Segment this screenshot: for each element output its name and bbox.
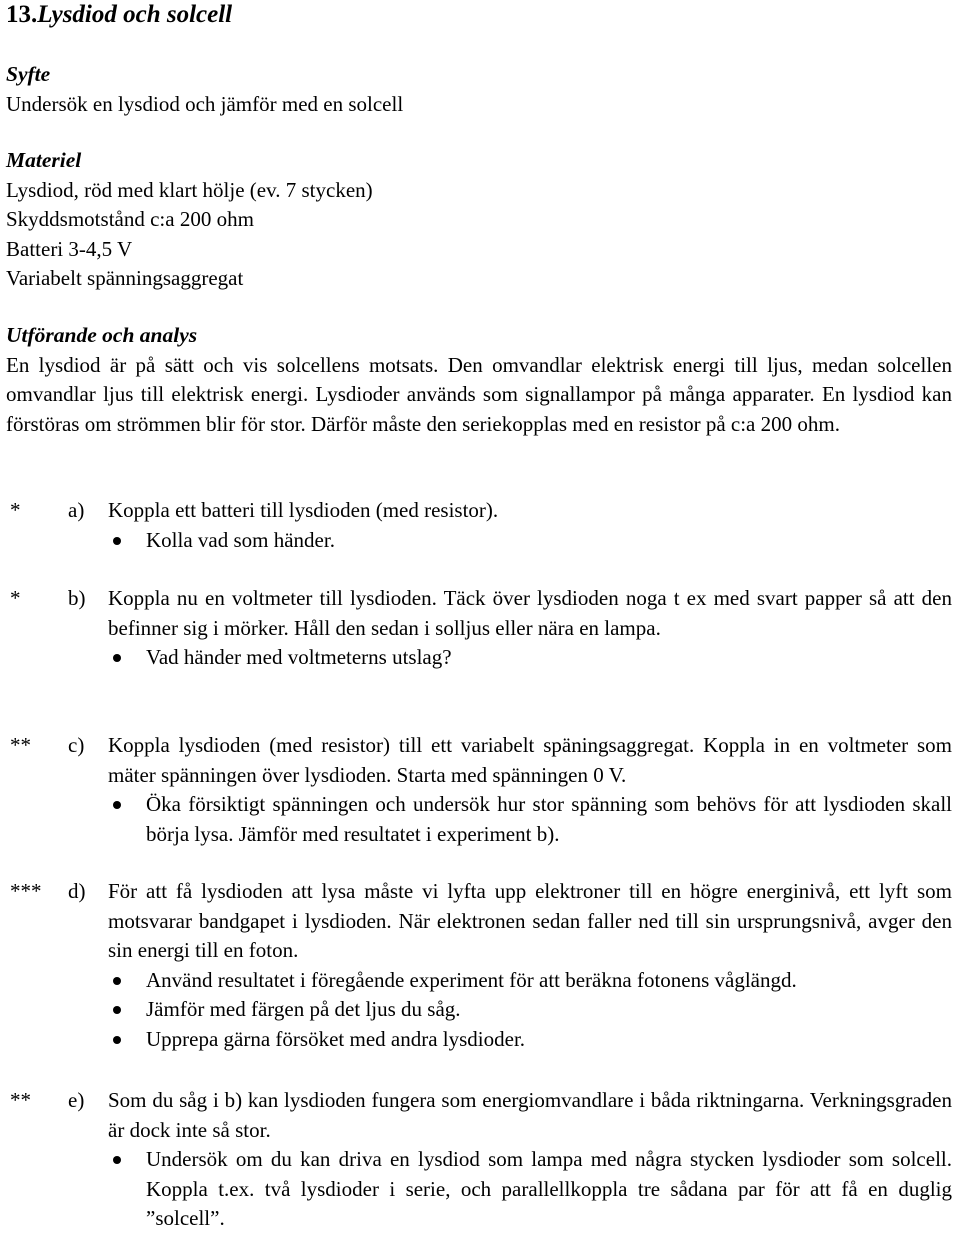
task-bullet-list bbox=[108, 966, 952, 1055]
task-text: Koppla lysdioden (med resistor) till ett variabelt späningsaggregat. Koppla in en voltmeter som mäter spänningen över lysdioden. Starta med spänningen 0 V. bbox=[108, 733, 952, 787]
task-bullet: Öka försiktigt spänningen och undersök hur stor spänning som behövs för att lysdioden skall börja lysa. Jämför med resultatet i experiment b). bbox=[108, 790, 952, 849]
task-d bbox=[0, 877, 952, 1054]
task-bullet: Använd resultatet i föregående experiment för att beräkna fotonens våglängd. bbox=[108, 966, 952, 996]
utforande-heading: Utförande och analys bbox=[6, 323, 198, 347]
task-letter: e) bbox=[68, 1088, 85, 1112]
task-text: Koppla nu en voltmeter till lysdioden. Täck över lysdioden noga t ex med svart papper så att den befinner sig i mörker. Håll den sedan i solljus eller nära en lampa. bbox=[108, 586, 952, 640]
title-number: 13. bbox=[6, 1, 38, 28]
task-letter: b) bbox=[68, 586, 86, 610]
task-c bbox=[0, 731, 952, 849]
task-bullet-list bbox=[108, 526, 952, 556]
task-difficulty: *** bbox=[10, 879, 42, 903]
task-letter: a) bbox=[68, 498, 85, 522]
materiel-item: Lysdiod, röd med klart hölje (ev. 7 stycken) bbox=[6, 177, 373, 202]
task-bullet: Upprepa gärna försöket med andra lysdioder. bbox=[108, 1025, 952, 1055]
task-bullet-list bbox=[108, 643, 952, 673]
section-syfte bbox=[6, 60, 952, 119]
materiel-item: Batteri 3-4,5 V bbox=[6, 236, 133, 261]
materiel-heading: Materiel bbox=[6, 148, 82, 172]
task-bullet-list bbox=[108, 1145, 952, 1234]
task-difficulty: * bbox=[10, 498, 21, 522]
materiel-item: Variabelt spänningsaggregat bbox=[6, 266, 244, 290]
task-bullet: Undersök om du kan driva en lysdiod som lampa med några stycken lysdioder som solcell. Koppla t.ex. två lysdioder i serie, och parallellkoppla tre sådana par för att få en duglig ”solcell”. bbox=[108, 1145, 952, 1234]
task-bullet: Jämför med färgen på det ljus du såg. bbox=[108, 995, 952, 1025]
task-letter: d) bbox=[68, 879, 86, 903]
task-difficulty: * bbox=[10, 586, 21, 610]
task-text: Koppla ett batteri till lysdioden (med resistor). bbox=[108, 498, 499, 522]
utforande-text: En lysdiod är på sätt och vis solcellens motsats. Den omvandlar elektrisk energi till ljus, medan solcellen omvandlar ljus till elektrisk energi. Lysdioder används som signallampor på många apparater. En lysdiod kan förstöras om strömmen blir för stor. Därför måste den seriekopplas med en resistor på c:a 200 ohm. bbox=[6, 352, 952, 436]
task-text: För att få lysdioden att lysa måste vi lyfta upp elektroner till en högre energinivå, ett lyft som motsvarar bandgapet i lysdioden. När elektronen sedan faller ned till sin ursprungsnivå, avger den sin energi till en foton. bbox=[108, 879, 952, 962]
task-bullet: Kolla vad som händer. bbox=[108, 526, 952, 556]
task-b bbox=[0, 584, 952, 673]
syfte-text: Undersök en lysdiod och jämför med en solcell bbox=[6, 91, 404, 116]
section-utforande bbox=[6, 321, 952, 439]
task-text: Som du såg i b) kan lysdioden fungera som energiomvandlare i båda riktningarna. Verkningsgraden är dock inte så stor. bbox=[108, 1088, 952, 1142]
page-title bbox=[6, 0, 232, 30]
materiel-item: Skyddsmotstånd c:a 200 ohm bbox=[6, 207, 254, 231]
syfte-heading: Syfte bbox=[6, 62, 51, 86]
task-bullet-list bbox=[108, 790, 952, 849]
task-a bbox=[0, 496, 952, 555]
task-difficulty: ** bbox=[10, 733, 31, 757]
section-materiel bbox=[6, 146, 952, 294]
task-difficulty: ** bbox=[10, 1088, 31, 1112]
task-bullet: Vad händer med voltmeterns utslag? bbox=[108, 643, 952, 673]
title-text: Lysdiod och solcell bbox=[37, 1, 233, 28]
task-e bbox=[0, 1086, 952, 1234]
task-letter: c) bbox=[68, 733, 85, 757]
